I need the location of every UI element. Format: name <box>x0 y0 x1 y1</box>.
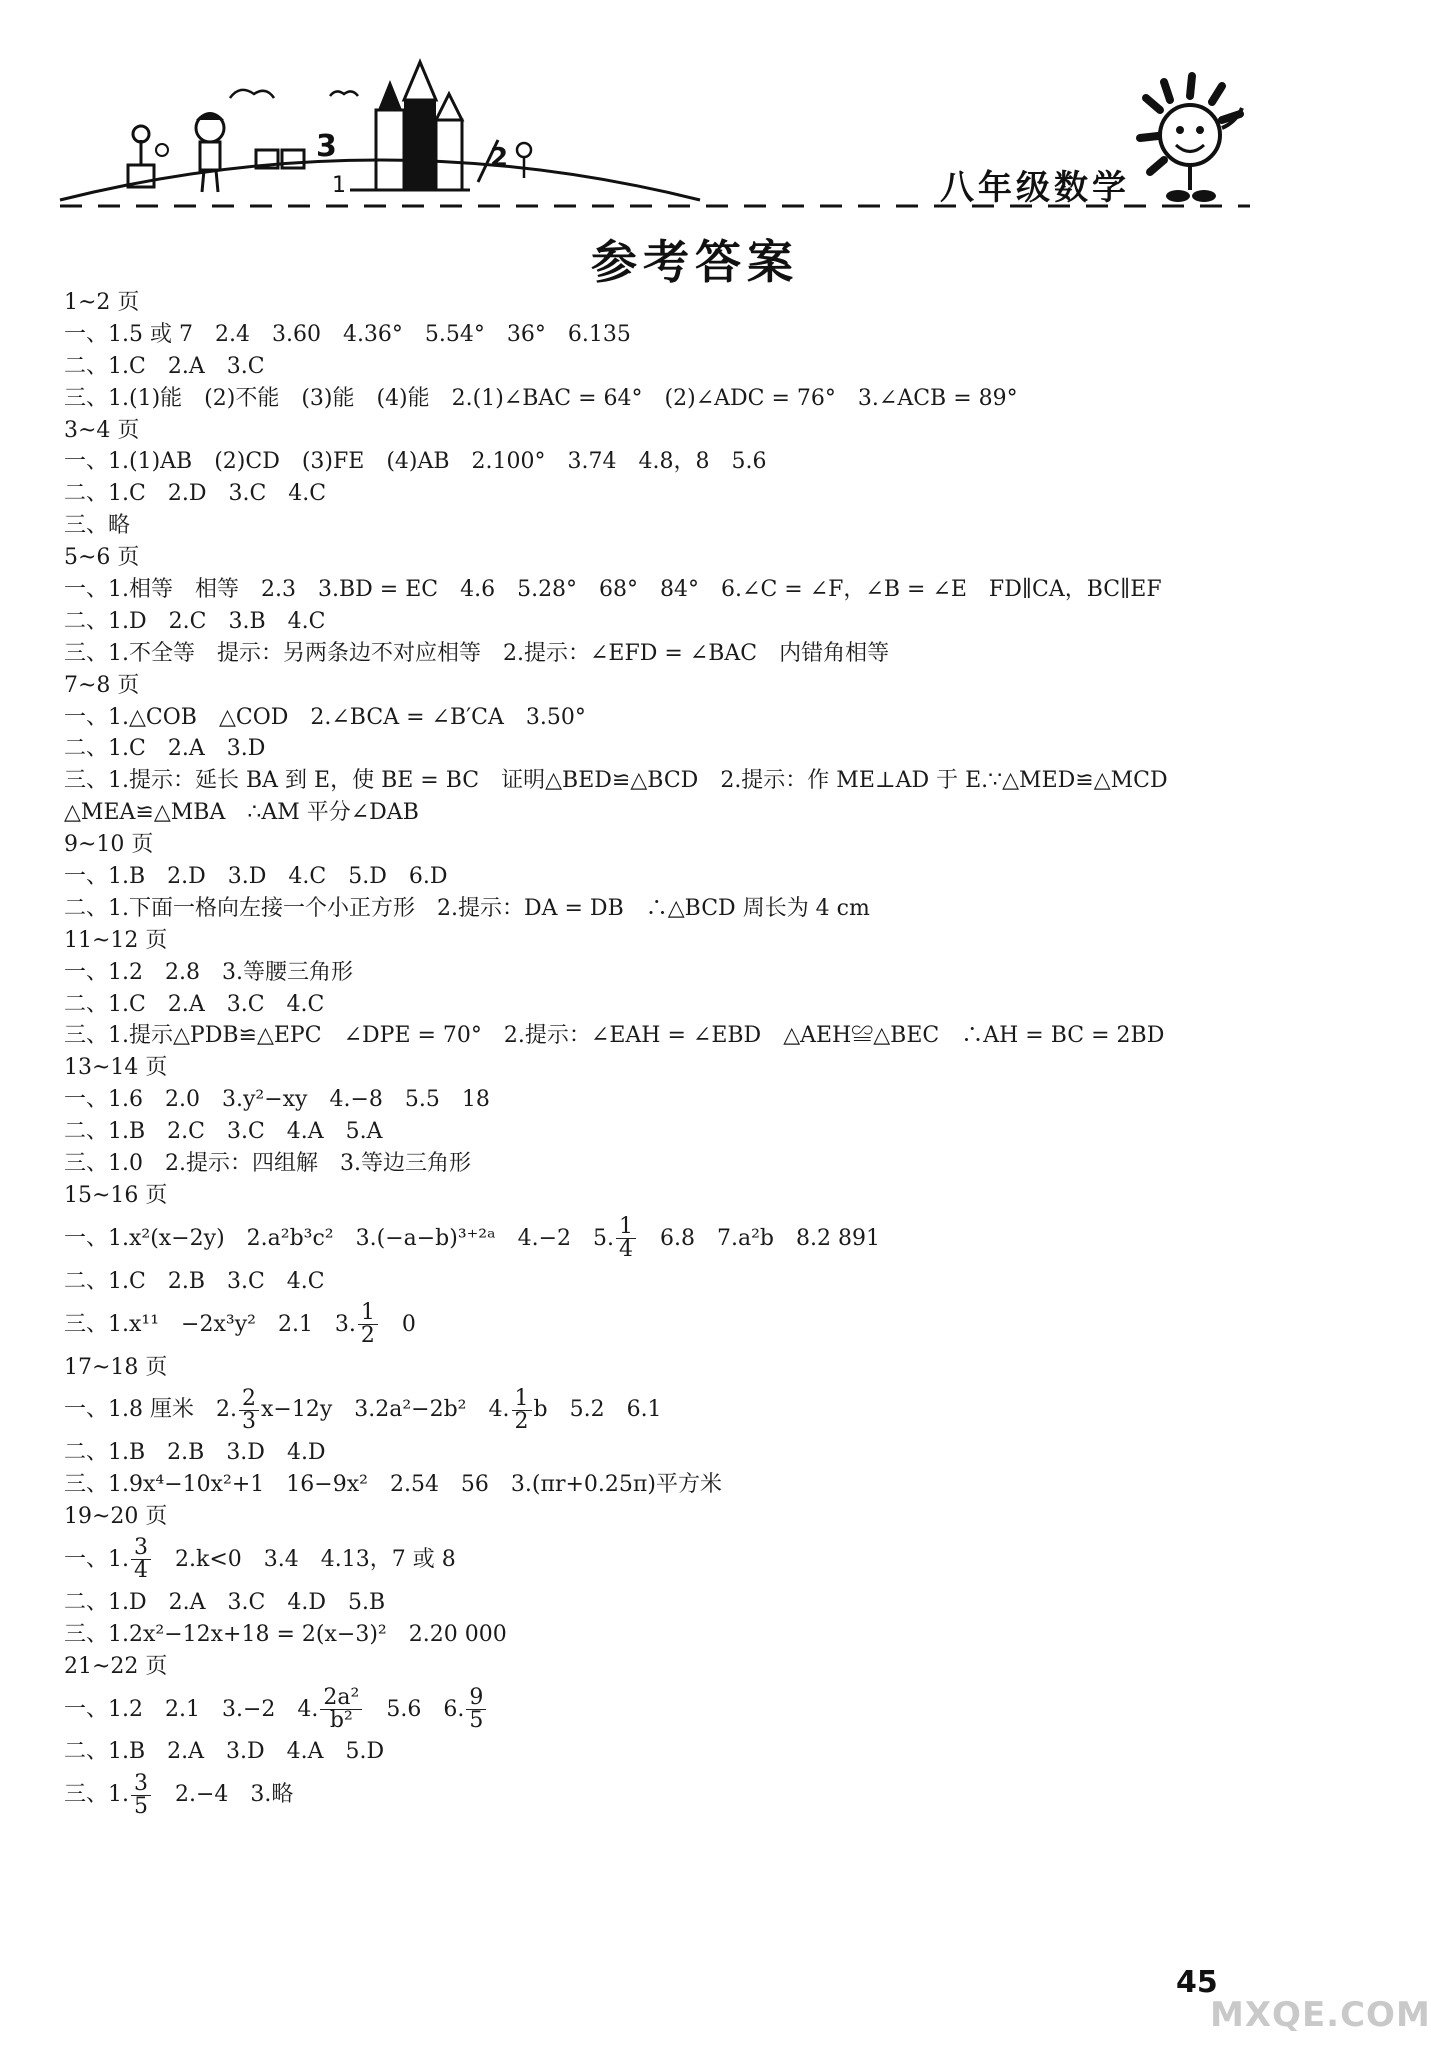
page-header <box>0 0 1390 289</box>
answer-line: 三、1.提示：延长 BA 到 E，使 BE = BC 证明△BED≌△BCD 2.提示：作 ME⊥AD 于 E.∵△MED≌△MCD <box>64 768 1168 794</box>
answer-line: 三、1.提示△PDB≌△EPC ∠DPE = 70° 2.提示：∠EAH = ∠EBD △AEH≌△BEC ∴AH = BC = 2BD <box>64 1023 1165 1049</box>
answer-line <box>64 1769 1164 1821</box>
answer-list <box>64 288 1168 1823</box>
answer-text: 0 <box>379 1311 416 1337</box>
answer-line: 二、1.C 2.A 3.C <box>64 353 265 379</box>
fraction-numerator: 3 <box>131 1537 151 1560</box>
answer-line <box>64 1684 1164 1736</box>
answer-line: 9~10 页 <box>64 832 154 858</box>
answer-line: 一、1.2 2.8 3.等腰三角形 <box>64 959 353 985</box>
answer-text: 一、1.2 2.1 3.−2 4. <box>64 1696 319 1722</box>
answer-text: 2.−4 3.略 <box>153 1782 294 1808</box>
answer-text: 三、1. <box>64 1782 129 1808</box>
answer-line <box>64 1384 1164 1436</box>
fraction-numerator: 1 <box>358 1302 378 1325</box>
fraction-denominator: b² <box>329 1708 353 1734</box>
answer-line: △MEA≌△MBA ∴AM 平分∠DAB <box>64 800 419 826</box>
fraction-numerator: 3 <box>131 1773 151 1796</box>
fraction-denominator: 5 <box>469 1708 484 1734</box>
answer-line: 二、1.下面一格向左接一个小正方形 2.提示：DA = DB ∴△BCD 周长为 4 cm <box>64 895 870 921</box>
answer-line: 1~2 页 <box>64 290 140 315</box>
fraction <box>131 1537 151 1582</box>
watermark-text: MXQE.COM <box>1210 1995 1431 2035</box>
fraction <box>512 1385 532 1434</box>
answer-line: 三、1.不全等 提示：另两条边不对应相等 2.提示：∠EFD = ∠BAC 内错角相等 <box>64 640 890 666</box>
fraction <box>239 1385 259 1434</box>
fraction <box>616 1216 636 1261</box>
answer-line: 二、1.B 2.A 3.D 4.A 5.D <box>64 1739 385 1765</box>
answer-text: x−12y 3.2a²−2b² 4. <box>260 1397 510 1423</box>
answer-line: 13~14 页 <box>64 1055 168 1081</box>
answer-line: 一、1.B 2.D 3.D 4.C 5.D 6.D <box>64 864 448 890</box>
answer-line: 二、1.B 2.B 3.D 4.D <box>64 1440 326 1466</box>
fraction-denominator: 2 <box>360 1323 375 1349</box>
page-title: 参考答案 <box>591 235 799 289</box>
fraction-denominator: 4 <box>619 1237 633 1263</box>
answer-text: 一、1.x²(x−2y) 2.a²b³c² 3.(−a−b)³⁺²ᵃ 4.−2 5. <box>64 1225 614 1251</box>
answer-text: 一、1.8 厘米 2. <box>64 1397 237 1423</box>
answer-line: 15~16 页 <box>64 1182 168 1208</box>
answer-line: 一、1.(1)AB (2)CD (3)FE (4)AB 2.100° 3.74 4.8，8 5.6 <box>64 449 767 475</box>
answer-line <box>64 1299 1164 1351</box>
answer-line: 17~18 页 <box>64 1354 168 1380</box>
svg-text:1: 1 <box>332 173 346 198</box>
answer-line: 二、1.C 2.A 3.D <box>64 736 266 762</box>
fraction <box>466 1687 486 1732</box>
fraction <box>320 1687 362 1732</box>
header-illustration <box>0 0 1390 230</box>
answer-line: 二、1.C 2.B 3.C 4.C <box>64 1268 325 1294</box>
answer-line: 二、1.D 2.C 3.B 4.C <box>64 608 326 634</box>
answer-line: 19~20 页 <box>64 1504 168 1530</box>
child-figure-icon <box>196 112 224 192</box>
fraction-denominator: 5 <box>134 1793 148 1819</box>
svg-text:3: 3 <box>316 129 337 164</box>
answer-line: 三、略 <box>64 513 131 539</box>
answer-text: b 5.2 6.1 <box>533 1397 662 1423</box>
answer-line <box>64 1213 1164 1265</box>
fraction-numerator: 2a² <box>320 1687 362 1710</box>
answer-text: 三、1.x¹¹ −2x³y² 2.1 3. <box>64 1311 356 1337</box>
answer-text: 6.8 7.a²b 8.2 891 <box>638 1225 880 1251</box>
fraction-numerator: 1 <box>512 1388 532 1411</box>
answer-line: 3~4 页 <box>64 417 140 443</box>
page-number: 45 <box>1176 1965 1218 2000</box>
answer-line: 三、1.0 2.提示：四组解 3.等边三角形 <box>64 1151 471 1177</box>
fraction-denominator: 4 <box>134 1558 148 1584</box>
sun-mascot-icon <box>1140 76 1242 202</box>
answer-line: 7~8 页 <box>64 672 140 698</box>
answer-line: 二、1.B 2.C 3.C 4.A 5.A <box>64 1119 383 1145</box>
answer-line: 一、1.6 2.0 3.y²−xy 4.−8 5.5 18 <box>64 1087 490 1113</box>
answer-line: 一、1.5 或 7 2.4 3.60 4.36° 5.54° 36° 6.135 <box>64 321 631 347</box>
answer-line: 11~12 页 <box>64 927 168 953</box>
answer-text: 5.6 6. <box>364 1696 465 1722</box>
svg-text:2: 2 <box>490 143 509 173</box>
answer-text: 2.k<0 3.4 4.13，7 或 8 <box>153 1546 456 1572</box>
fraction-denominator: 3 <box>241 1408 256 1434</box>
fraction-numerator: 2 <box>239 1388 259 1411</box>
fraction-numerator: 1 <box>616 1216 636 1239</box>
answer-line: 一、1.相等 相等 2.3 3.BD = EC 4.6 5.28° 68° 84° 6.∠C = ∠F，∠B = ∠E FD∥CA，BC∥EF <box>64 577 1162 603</box>
answer-line: 一、1.△COB △COD 2.∠BCA = ∠B′CA 3.50° <box>64 704 586 730</box>
answer-line: 5~6 页 <box>64 545 140 571</box>
answer-line: 三、1.2x²−12x+18 = 2(x−3)² 2.20 000 <box>64 1621 507 1647</box>
fraction <box>358 1302 378 1347</box>
answer-line: 二、1.C 2.D 3.C 4.C <box>64 481 327 507</box>
fraction-denominator: 2 <box>514 1408 529 1434</box>
fraction <box>131 1770 151 1819</box>
fraction-numerator: 9 <box>466 1687 486 1710</box>
answer-line: 二、1.D 2.A 3.C 4.D 5.B <box>64 1589 386 1615</box>
grade-subject-label: 八年级数学 <box>940 168 1130 208</box>
answer-line: 21~22 页 <box>64 1653 168 1679</box>
pencil-icon <box>478 140 531 182</box>
answer-line: 三、1.(1)能 (2)不能 (3)能 (4)能 2.(1)∠BAC = 64° (2)∠ADC = 76° 3.∠ACB = 89° <box>64 385 1018 411</box>
answer-line <box>64 1534 1164 1586</box>
answer-line: 二、1.C 2.A 3.C 4.C <box>64 991 325 1017</box>
answer-text: 一、1. <box>64 1546 129 1572</box>
answer-line: 三、1.9x⁴−10x²+1 16−9x² 2.54 56 3.(πr+0.25π)平方米 <box>64 1472 722 1498</box>
castle-icon <box>350 62 470 190</box>
